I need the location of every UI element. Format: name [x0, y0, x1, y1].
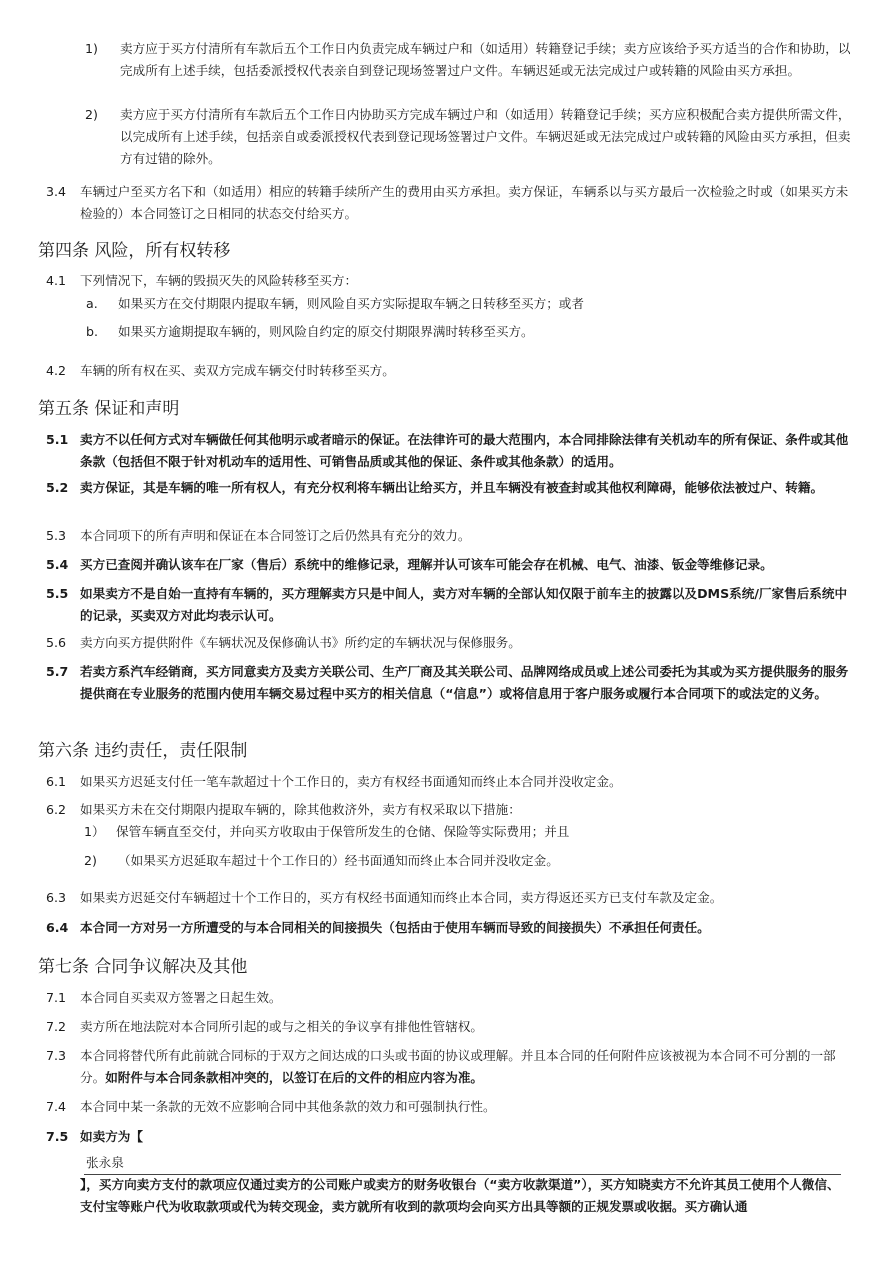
- item-number: 2): [84, 853, 97, 868]
- clause-text: 本合同自买卖双方签署之日起生效。: [80, 990, 282, 1005]
- item-text: （如果买方迟延取车超过十个工作日的）经书面通知而终止本合同并没收定金。: [118, 853, 559, 868]
- clause-text: 如果买方迟延支付任一笔车款超过十个工作日的，卖方有权经书面通知而终止本合同并没收定金。: [80, 774, 622, 789]
- clause-number: 5.5: [46, 586, 69, 601]
- clause-number: 5.2: [46, 480, 69, 495]
- clause-number: 7.4: [46, 1099, 67, 1114]
- clause-text: 买方已查阅并确认该车在厂家（售后）系统中的维修记录，理解并认可该车可能会存在机械、电气、油漆、钣金等维修记录。: [80, 557, 773, 572]
- clause-text: 如卖方为【: [80, 1129, 143, 1144]
- item-text: 如果买方逾期提取车辆的，则风险自约定的原交付期限界满时转移至买方。: [118, 324, 534, 339]
- item-text: 卖方应于买方付清所有车款后五个工作日内负责完成车辆过户和（如适用）转籍登记手续；卖方应该给予买方适当的合作和协助，以完成所有上述手续，包括委派授权代表亲自到登记现场签署过户文件。车辆迟延或无法完成过户或转籍的风险由买方承担。: [120, 41, 851, 78]
- clause-number: 3.4: [46, 184, 67, 199]
- clause-number: 6.3: [46, 890, 67, 905]
- item-number: b.: [86, 324, 98, 339]
- clause-number: 4.2: [46, 363, 67, 378]
- clause-text: 本合同中某一条款的无效不应影响合同中其他条款的效力和可强制执行性。: [80, 1099, 496, 1114]
- clause-number: 5.7: [46, 664, 69, 679]
- clause-text-bold: 如附件与本合同条款相冲突的，以签订在后的文件的相应内容为准。: [105, 1070, 483, 1085]
- clause-text: 车辆过户至买方名下和（如适用）相应的转籍手续所产生的费用由买方承担。卖方保证，车辆系以与买方最后一次检验之时或（如果买方未检验的）本合同签订之日相同的状态交付给买方。: [80, 184, 849, 221]
- clause-text: [80, 1045, 851, 1089]
- seller-name-field: [84, 1154, 841, 1175]
- item-number: 1): [85, 41, 98, 56]
- clause-number: 7.3: [46, 1048, 67, 1063]
- clause-number: 6.2: [46, 802, 67, 817]
- clause-text-plain: 本合同将替代所有此前就合同标的于双方之间达成的口头或书面的协议或理解。并且本合同的任何附件应该被视为本合同不可分割的一部分。: [80, 1048, 836, 1085]
- clause-text: 卖方向买方提供附件《车辆状况及保修确认书》所约定的车辆状况与保修服务。: [80, 635, 521, 650]
- clause-text: 如果买方未在交付期限内提取车辆的，除其他救济外，卖方有权采取以下措施：: [80, 802, 521, 817]
- clause-text: 卖方保证，其是车辆的唯一所有权人，有充分权利将车辆出让给买方，并且车辆没有被查封或其他权利障碍，能够依法被过户、转籍。: [80, 480, 824, 495]
- clause-text: 本合同项下的所有声明和保证在本合同签订之后仍然具有充分的效力。: [80, 528, 471, 543]
- clause-text: 如果卖方迟延交付车辆超过十个工作日的，买方有权经书面通知而终止本合同，卖方得返还买方已支付车款及定金。: [80, 890, 723, 905]
- item-text: 保管车辆直至交付，并向买方收取由于保管所发生的仓储、保险等实际费用；并且: [116, 824, 570, 839]
- item-number: 2): [85, 107, 98, 122]
- clause-text: 如果卖方不是自始一直持有车辆的，买方理解卖方只是中间人，卖方对车辆的全部认知仅限于前车主的披露以及DMS系统/厂家售后系统中的记录，买卖双方对此均表示认可。: [80, 586, 848, 623]
- clause-number: 5.1: [46, 432, 69, 447]
- clause-number: 4.1: [46, 273, 67, 288]
- handwritten-name: 张永泉: [86, 1155, 124, 1170]
- clause-number: 5.6: [46, 635, 67, 650]
- clause-number: 7.2: [46, 1019, 67, 1034]
- clause-text: 车辆的所有权在买、卖双方完成车辆交付时转移至买方。: [80, 363, 395, 378]
- section-heading: 第四条 风险，所有权转移: [38, 241, 231, 261]
- item-number: a.: [86, 296, 98, 311]
- clause-number: 7.5: [46, 1129, 69, 1144]
- clause-number: 5.3: [46, 528, 67, 543]
- clause-number: 6.4: [46, 920, 69, 935]
- section-heading: 第六条 违约责任，责任限制: [38, 741, 248, 761]
- clause-text-continuation: 】，买方向卖方支付的款项应仅通过卖方的公司账户或卖方的财务收银台（“卖方收款渠道”），买方知晓卖方不允许其员工使用个人微信、支付宝等账户代为收取款项或代为转交现金，卖方就所有收到的款项均会向买方出具等额的正规发票或收据。买方确认通: [80, 1177, 840, 1214]
- clause-text: 本合同一方对另一方所遭受的与本合同相关的间接损失（包括由于使用车辆而导致的间接损失）不承担任何责任。: [80, 920, 710, 935]
- clause-text: 若卖方系汽车经销商，买方同意卖方及卖方关联公司、生产厂商及其关联公司、品牌网络成员或上述公司委托为其或为买方提供服务的服务提供商在专业服务的范围内使用车辆交易过程中买方的相关信息（“信息”）或将信息用于客户服务或履行本合同项下的或法定的义务。: [80, 664, 849, 701]
- section-heading: 第五条 保证和声明: [38, 399, 180, 419]
- clause-text: 卖方所在地法院对本合同所引起的或与之相关的争议享有排他性管辖权。: [80, 1019, 483, 1034]
- clause-text: 下列情况下，车辆的毁损灭失的风险转移至买方：: [80, 273, 358, 288]
- section-heading: 第七条 合同争议解决及其他: [38, 957, 248, 977]
- item-number: 1）: [84, 824, 105, 839]
- clause-number: 5.4: [46, 557, 69, 572]
- item-text: 如果买方在交付期限内提取车辆，则风险自买方实际提取车辆之日转移至买方；或者: [118, 296, 584, 311]
- item-text: 卖方应于买方付清所有车款后五个工作日内协助买方完成车辆过户和（如适用）转籍登记手续；买方应积极配合卖方提供所需文件，以完成所有上述手续，包括亲自或委派授权代表到登记现场签署过户文件。车辆迟延或无法完成过户或转籍的风险由买方承担，但卖方有过错的除外。: [120, 107, 851, 166]
- clause-number: 7.1: [46, 990, 67, 1005]
- clause-number: 6.1: [46, 774, 67, 789]
- clause-text: 卖方不以任何方式对车辆做任何其他明示或者暗示的保证。在法律许可的最大范围内，本合同排除法律有关机动车的所有保证、条件或其他条款（包括但不限于针对机动车的适用性、可销售品质或其他的保证、条件或其他条款）的适用。: [80, 432, 849, 469]
